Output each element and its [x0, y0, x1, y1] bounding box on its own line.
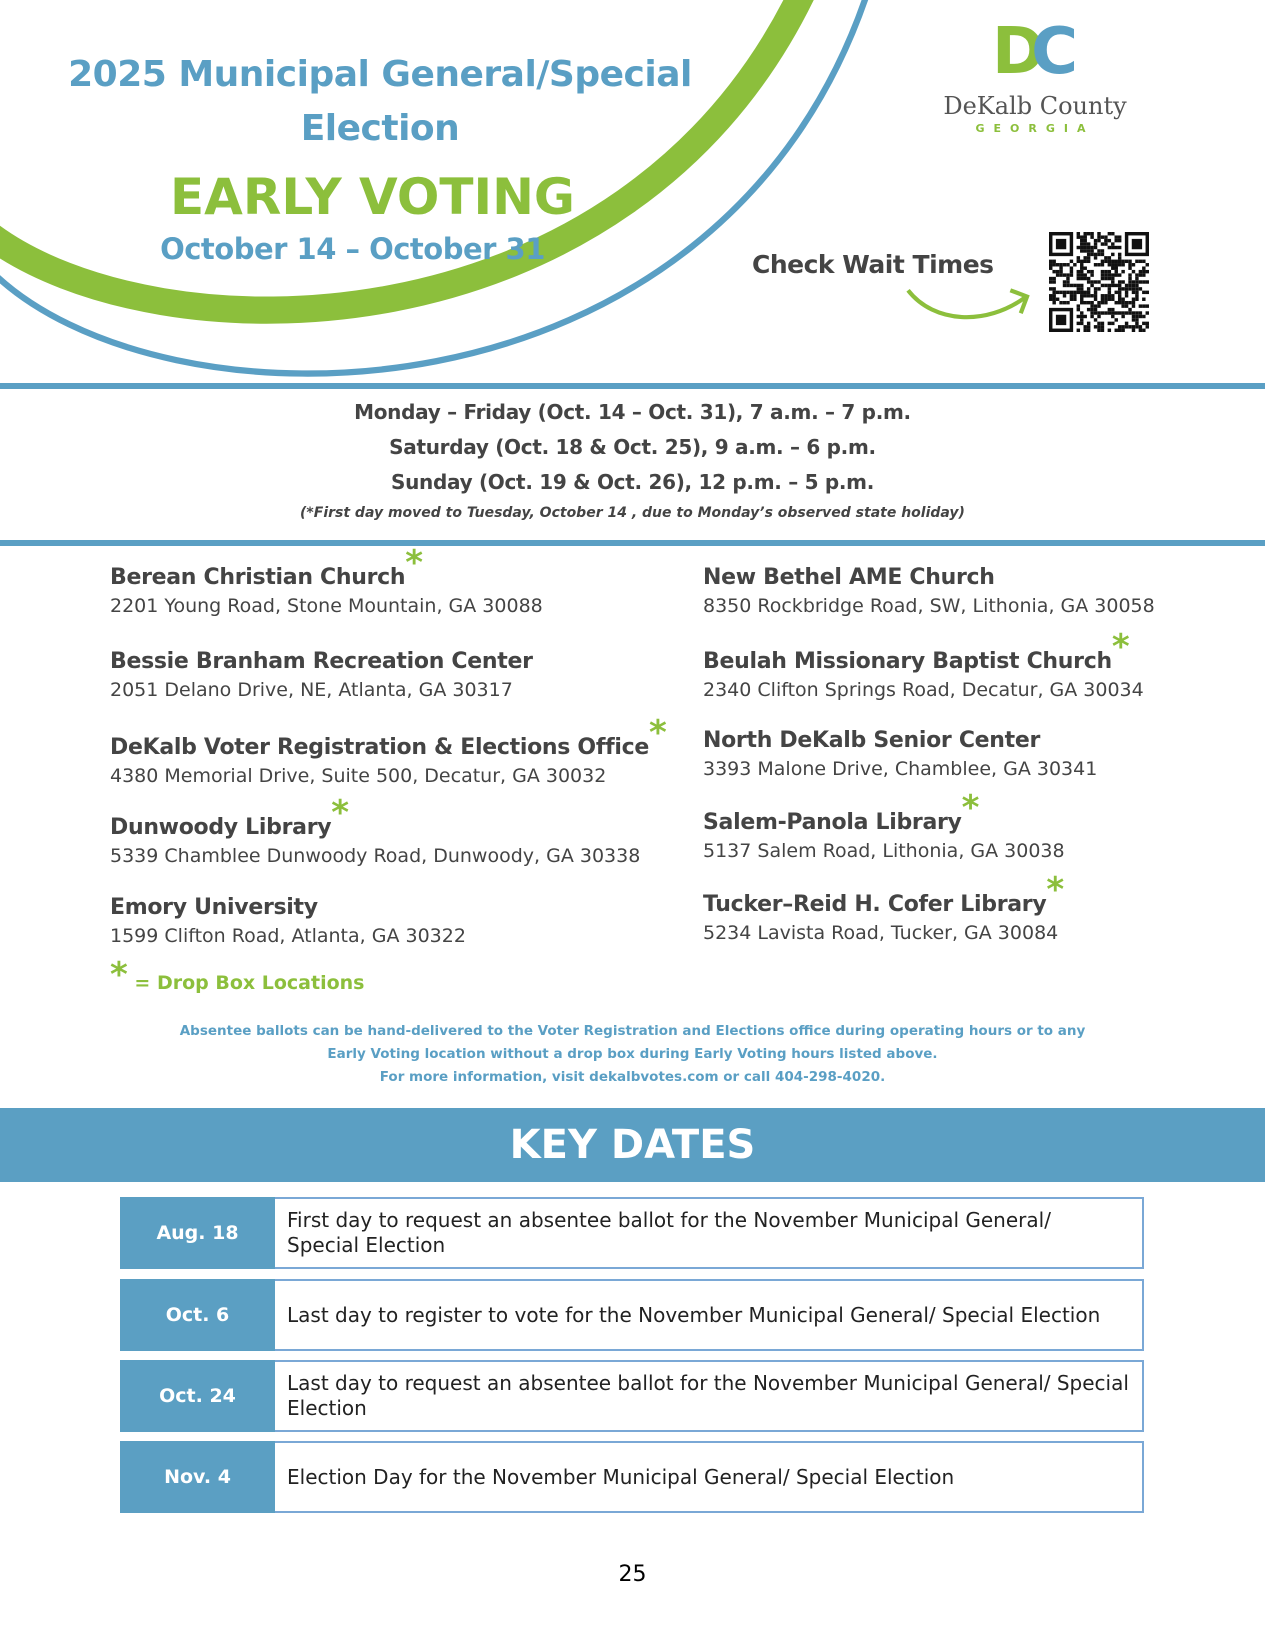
- location-address: 4380 Memorial Drive, Suite 500, Decatur, GA 30032: [110, 765, 607, 787]
- location-name-text: Tucker–Reid H. Cofer Library: [703, 892, 1047, 917]
- key-date-row: [120, 1197, 1144, 1269]
- key-date-row: [120, 1279, 1144, 1351]
- logo-name: DeKalb County: [943, 92, 1127, 120]
- location-address: 8350 Rockbridge Road, SW, Lithonia, GA 30058: [703, 595, 1155, 617]
- location-item: [703, 565, 1155, 617]
- location-item: [110, 649, 533, 701]
- location-name-text: Salem-Panola Library: [703, 810, 962, 835]
- location-item: [110, 713, 667, 787]
- location-address: 5137 Salem Road, Lithonia, GA 30038: [703, 840, 1065, 862]
- location-name-text: New Bethel AME Church: [703, 565, 995, 590]
- hours-sunday: Sunday (Oct. 19 & Oct. 26), 12 p.m. – 5 p.m.: [390, 470, 874, 494]
- location-name-text: Berean Christian Church: [110, 565, 406, 590]
- location-name-text: DeKalb Voter Registration & Elections Office: [110, 735, 649, 760]
- location-item: [703, 728, 1097, 780]
- absentee-info: [0, 1020, 1265, 1089]
- absentee-line: For more information, visit dekalbvotes.com or call 404-298-4020.: [379, 1069, 886, 1085]
- drop-box-legend: [110, 955, 365, 995]
- key-date-description: Election Day for the November Municipal General/ Special Election: [287, 1464, 955, 1489]
- location-item: [703, 788, 1065, 862]
- location-name: [110, 649, 533, 674]
- location-address: 2340 Clifton Springs Road, Decatur, GA 30034: [703, 679, 1144, 701]
- page-number: 25: [618, 1562, 647, 1587]
- location-address: 5339 Chamblee Dunwoody Road, Dunwoody, GA 30338: [110, 845, 641, 867]
- location-name-text: Dunwoody Library: [110, 815, 332, 840]
- hours-weekday: Monday – Friday (Oct. 14 – Oct. 31), 7 a.m. – 7 p.m.: [354, 400, 911, 424]
- divider-top: [0, 383, 1265, 389]
- hours-saturday: Saturday (Oct. 18 & Oct. 25), 9 a.m. – 6 p.m.: [389, 435, 876, 459]
- title-line1: 2025 Municipal General/Special: [68, 54, 692, 95]
- key-date-row: [120, 1441, 1144, 1513]
- date-range: October 14 – October 31: [160, 232, 545, 266]
- key-date: Aug. 18: [120, 1197, 275, 1269]
- location-name: [703, 788, 1065, 835]
- location-address: 5234 Lavista Road, Tucker, GA 30084: [703, 922, 1059, 944]
- early-voting-heading: EARLY VOTING: [170, 168, 575, 226]
- location-name: [703, 728, 1097, 753]
- qr-code-icon[interactable]: [1049, 232, 1149, 332]
- asterisk-icon: *: [110, 955, 128, 995]
- key-date-description: First day to request an absentee ballot for the November Municipal General/ Special Election: [287, 1208, 1051, 1257]
- location-address: 3393 Malone Drive, Chamblee, GA 30341: [703, 758, 1098, 780]
- drop-box-asterisk-icon: *: [961, 788, 980, 828]
- location-item: [703, 870, 1064, 944]
- location-name: [110, 713, 667, 760]
- location-name-text: North DeKalb Senior Center: [703, 728, 1041, 753]
- legend-label: = Drop Box Locations: [134, 972, 365, 994]
- hours-note: (*First day moved to Tuesday, October 14 , due to Monday’s observed state holiday): [300, 505, 965, 521]
- drop-box-asterisk-icon: *: [405, 543, 423, 583]
- logo-mark: DC: [991, 15, 1079, 89]
- location-name: [703, 627, 1144, 674]
- drop-box-asterisk-icon: *: [648, 713, 667, 753]
- absentee-line: Absentee ballots can be hand-delivered to the Voter Registration and Elections office during operating hours or to any: [179, 1023, 1086, 1039]
- location-name: [703, 870, 1064, 917]
- location-address: 1599 Clifton Road, Atlanta, GA 30322: [110, 925, 466, 947]
- location-name: [110, 543, 543, 590]
- drop-box-asterisk-icon: *: [331, 793, 349, 833]
- divider-bottom: [0, 540, 1265, 546]
- drop-box-asterisk-icon: *: [1046, 870, 1064, 910]
- key-date-row: [120, 1360, 1144, 1432]
- dekalb-county-logo: [930, 15, 1140, 135]
- location-address: 2051 Delano Drive, NE, Atlanta, GA 30317: [110, 679, 513, 701]
- key-date: Nov. 4: [120, 1441, 275, 1513]
- drop-box-asterisk-icon: *: [1111, 627, 1130, 667]
- title-line2: Election: [300, 108, 460, 149]
- location-name: [110, 895, 466, 920]
- absentee-line: Early Voting location without a drop box during Early Voting hours listed above.: [327, 1046, 938, 1062]
- key-date-description: Last day to register to vote for the November Municipal General/ Special Election: [287, 1302, 1101, 1327]
- key-dates-banner: KEY DATES: [0, 1108, 1265, 1182]
- location-item: [110, 793, 641, 867]
- location-name-text: Emory University: [110, 895, 318, 920]
- logo-state: GEORGIA: [975, 122, 1095, 135]
- check-wait-times-label: Check Wait Times: [752, 250, 994, 279]
- location-item: [703, 627, 1144, 701]
- location-item: [110, 543, 543, 617]
- location-name-text: Beulah Missionary Baptist Church: [703, 649, 1112, 674]
- location-name-text: Bessie Branham Recreation Center: [110, 649, 533, 674]
- location-name: [110, 793, 640, 840]
- key-date: Oct. 24: [120, 1360, 275, 1432]
- location-item: [110, 895, 466, 947]
- location-name: [703, 565, 1155, 590]
- key-date: Oct. 6: [120, 1279, 275, 1351]
- location-address: 2201 Young Road, Stone Mountain, GA 30088: [110, 595, 543, 617]
- key-date-description: Last day to request an absentee ballot for the November Municipal General/ Special Election: [287, 1371, 1129, 1420]
